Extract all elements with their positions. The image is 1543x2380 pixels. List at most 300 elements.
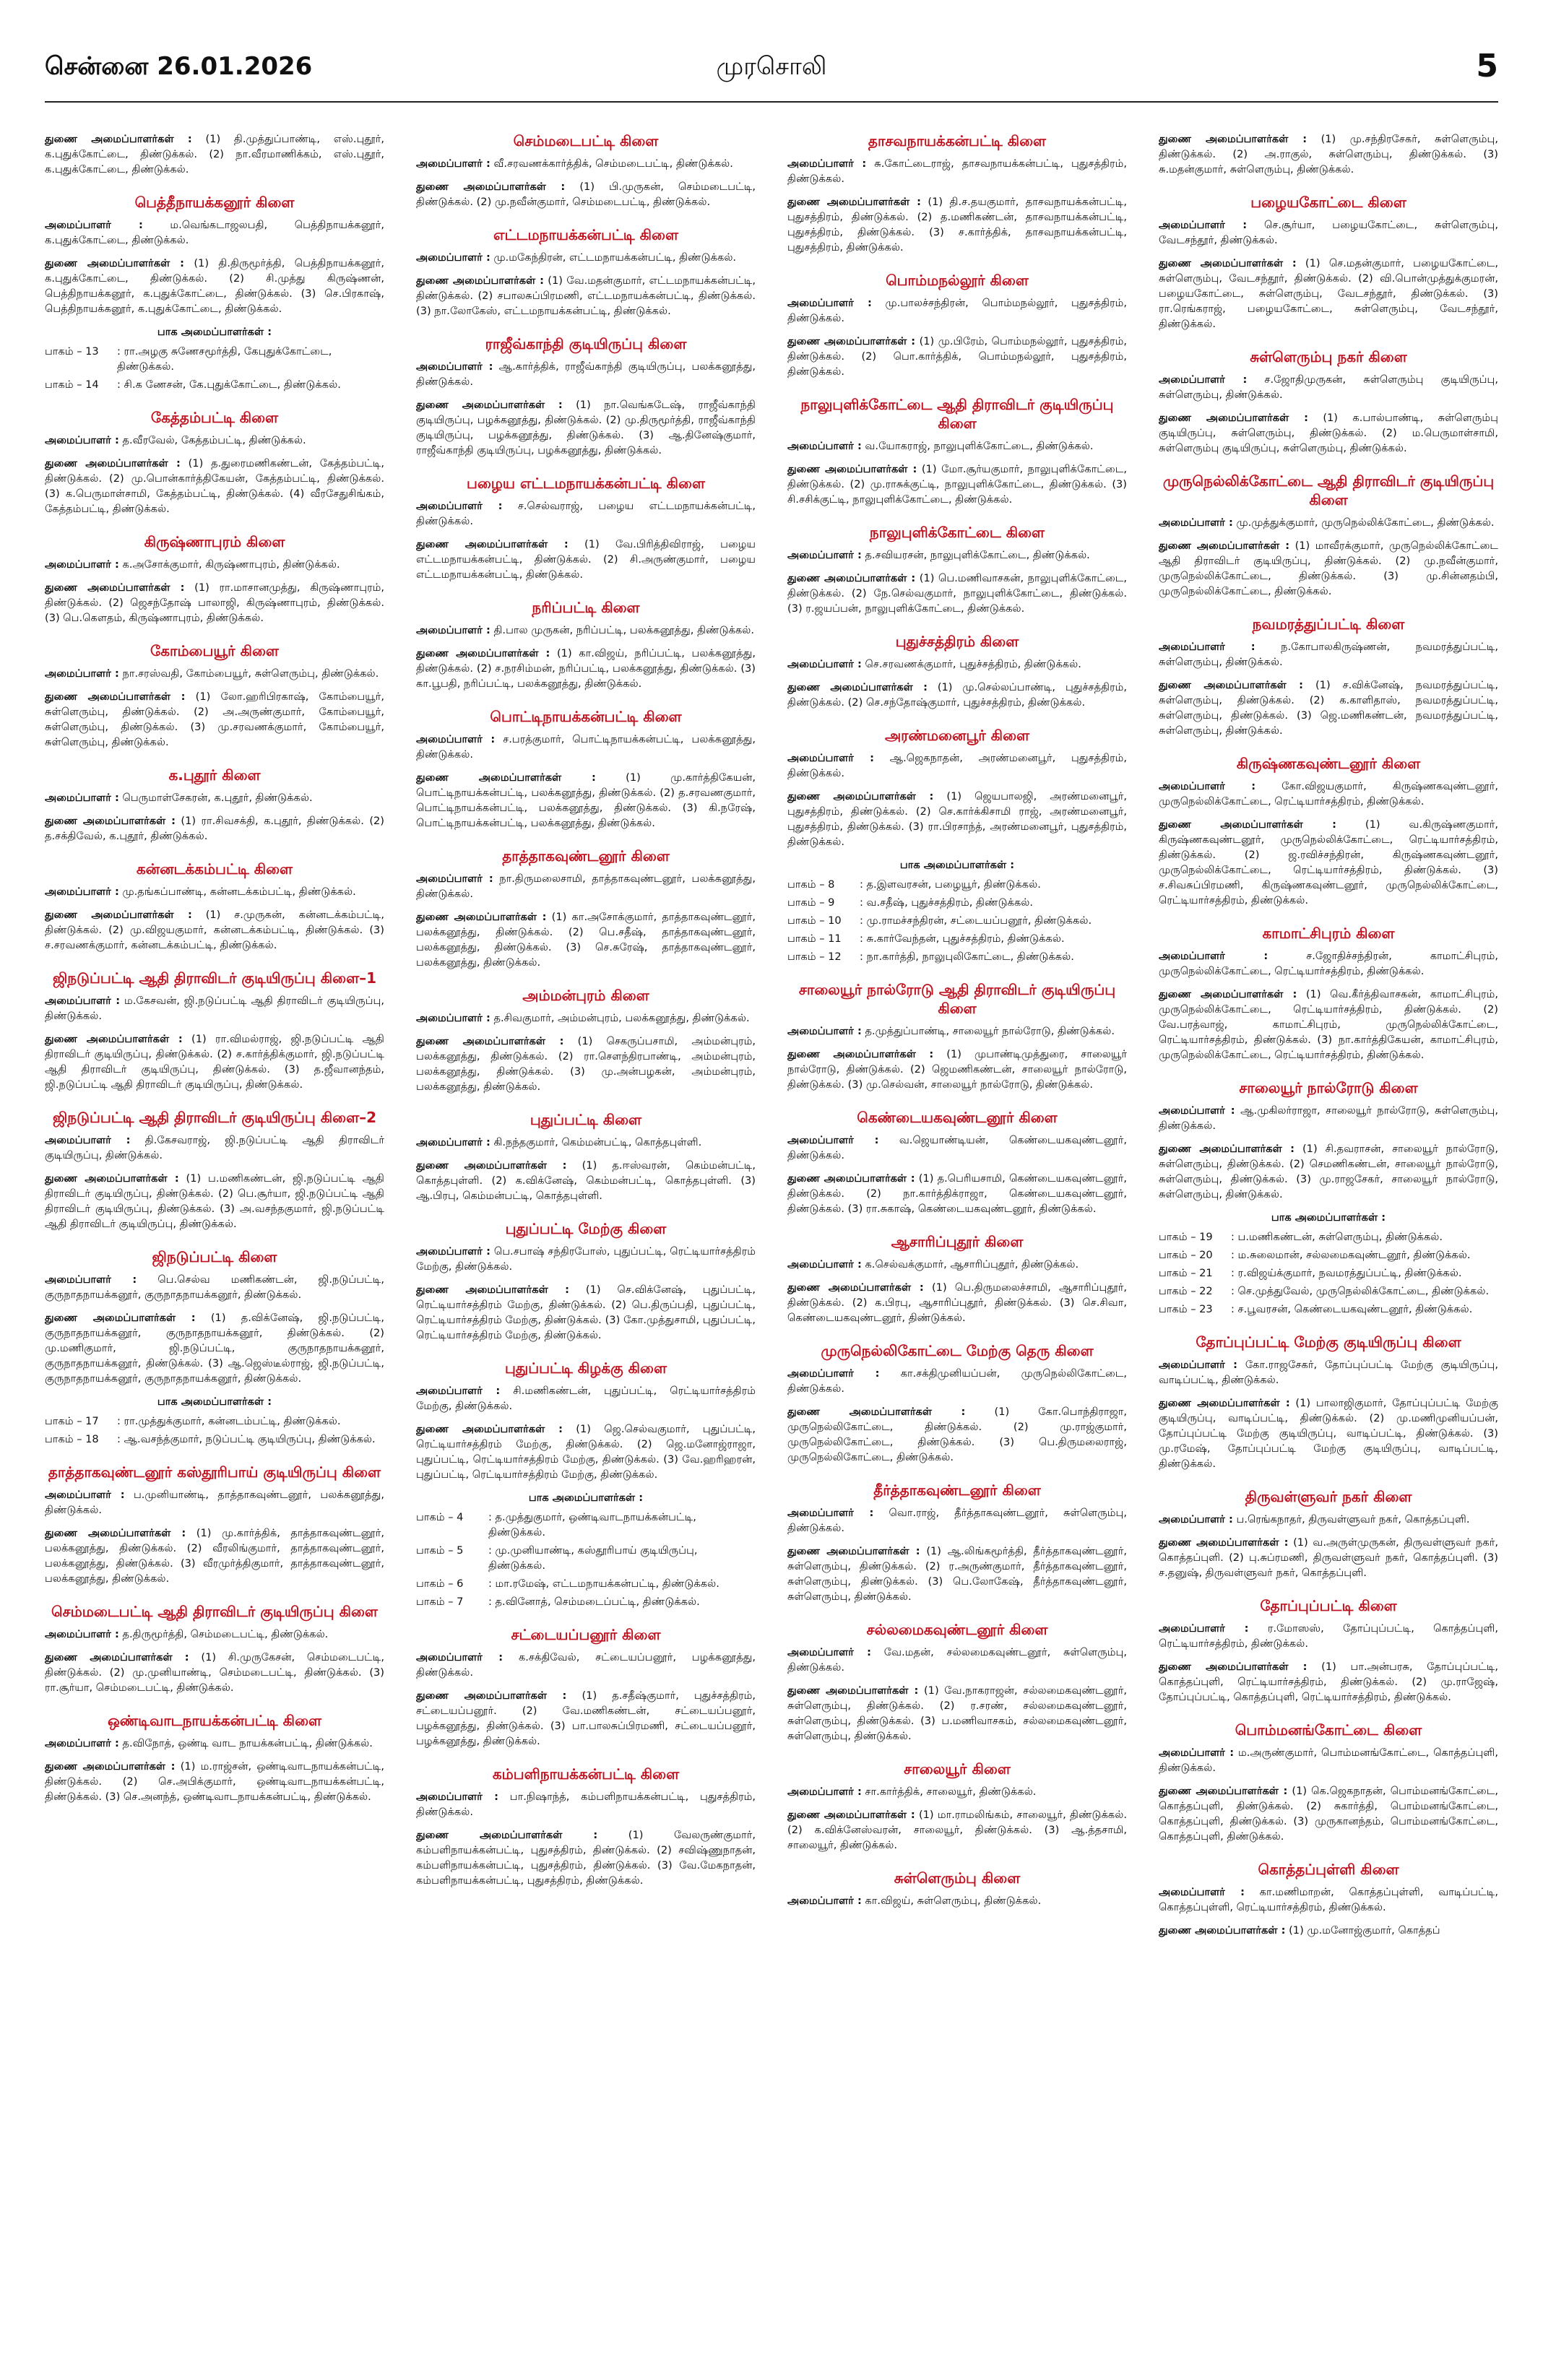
branch-title: புதுப்பட்டி கிளை <box>530 1111 642 1128</box>
member-names: (1) செ.மதன்குமார், பழையகோட்டை, சுள்ளெரும்பு, வேடசந்தூர், திண்டுக்கல். (2) வி.பொன்முத்துக்குமரன், பழையகோட்டை, சுள்ளெரும்பு, வேடசந்தூர், திண்டுக்கல். (3) ரா.ரெங்கராஜ், பழையகோட்டை, சுள்ளெரும்பு, வேடசந்தூர், திண்டுக்கல். <box>1159 257 1498 330</box>
role-label: அமைப்பாளர் : <box>787 297 872 309</box>
member-names: (1) சி.முருகேசன், செம்மடைபட்டி, திண்டுக்கல். (2) மு.முனியாண்டி, செம்மடைபட்டி, திண்டுக்கல். (3) ரா.சூர்யா, செம்மடைபட்டி, திண்டுக்கல். <box>45 1651 384 1694</box>
branch-entry <box>45 666 384 681</box>
role-label: துணை அமைப்பாளர்கள் : <box>416 771 596 784</box>
part-number: பாகம் – 17 <box>45 1415 99 1427</box>
member-names: (1) பாலாஜிகுமார், தோப்புப்பட்டி மேற்கு குடியிருப்பு, வாடிப்பட்டி, திண்டுக்கல். (2) மு.மணிமுனியப்பன், தோப்புப்பட்டி மேற்கு குடியிருப்பு, வாடிப்பட்டி, திண்டுக்கல். (3) மு.ரமேஷ், தோப்புப்பட்டி மேற்கு குடியிருப்பு, வாடிப்பட்டி, திண்டுக்கல். <box>1159 1397 1498 1470</box>
part-organisers-heading: பாக அமைப்பாளர்கள் : <box>899 859 1015 871</box>
branch-title: எட்டமநாயக்கன்பட்டி கிளை <box>493 226 678 243</box>
branch-section <box>1159 1721 1498 1844</box>
part-row <box>1159 1284 1498 1299</box>
branch-title: கன்னடக்கம்பட்டி கிளை <box>136 860 293 878</box>
branch-section <box>45 1711 384 1804</box>
branch-section <box>416 1219 756 1343</box>
branch-entry <box>45 1759 384 1804</box>
member-names: ப.ரெங்கநாதர், திருவள்ளுவர் நகர், கொத்தப்புளி. <box>1236 1513 1470 1526</box>
branch-entry <box>787 462 1127 507</box>
branch-entry <box>787 1784 1127 1799</box>
part-organiser: : ச.பூவரசன், கெண்டையகவுண்டனூர், திண்டுக்கல். <box>1231 1303 1473 1315</box>
branch-entry <box>1159 639 1498 670</box>
member-names: (1) மு.பிரேம், பொம்மநல்லூர், புதுசத்திரம், திண்டுக்கல். (2) பொ.கார்த்திக், பொம்மநல்லூர், புதுசத்திரம், திண்டுக்கல். <box>787 335 1127 378</box>
member-names: த.வீரவேல், கேத்தம்பட்டி, திண்டுக்கல். <box>122 434 306 446</box>
member-names: பெ.சபாஷ் சந்திரபோஸ், புதுப்பட்டி, ரெட்டியார்சத்திரம் மேற்கு, திண்டுக்கல். <box>416 1245 756 1273</box>
branch-title: சுள்ளெரும்பு கிளை <box>894 1869 1021 1887</box>
role-label: துணை அமைப்பாளர்கள் : <box>45 1172 179 1185</box>
member-names: (1) ரா.விமல்ராஜ், ஜி.நடுப்பட்டி ஆதி திராவிடர் குடியிருப்பு, திண்டுக்கல். (2) ச.கார்த்திக்குமார், ஜி.நடுப்பட்டி ஆதி திராவிடர் குடியிருப்பு, திண்டுக்கல். (3) த.ஜீவானந்தம், ஜி.நடுப்பட்டி ஆதி திராவிடர் குடியிருப்பு, திண்டுக்கல். <box>45 1033 384 1091</box>
branch-title: அரண்மனைபூர் கிளை <box>884 727 1030 744</box>
branch-section <box>416 598 756 691</box>
part-organiser: : ஆ.வசந்த்குமார், நடுப்பட்டி குடியிருப்பு, திண்டுக்கல். <box>117 1433 376 1445</box>
branch-entry <box>787 438 1127 454</box>
branch-entry <box>416 732 756 762</box>
branch-entry <box>45 433 384 448</box>
role-label: துணை அமைப்பாளர்கள் : <box>787 1048 934 1060</box>
branch-section <box>1159 347 1498 456</box>
member-names: ம.அருண்குமார், பொம்மனங்கோட்டை, கொத்தப்புளி, திண்டுக்கல். <box>1159 1747 1498 1774</box>
branch-section <box>787 726 1127 964</box>
role-label: அமைப்பாளர் : <box>787 440 862 452</box>
branch-entry <box>1159 538 1498 599</box>
role-label: துணை அமைப்பாளர்கள் : <box>45 1033 183 1045</box>
role-label: அமைப்பாளர் : <box>1159 219 1248 231</box>
branch-section <box>416 334 756 458</box>
branch-title: கேத்தம்பட்டி கிளை <box>150 409 279 426</box>
branch-section <box>1159 1596 1498 1705</box>
role-label: அமைப்பாளர் : <box>416 157 490 170</box>
role-label: துணை அமைப்பாளர்கள் : <box>787 1406 966 1418</box>
part-row <box>787 913 1127 928</box>
member-names: (1) மா.ராமலிங்கம், சாலையூர், திண்டுக்கல். (2) க.விக்னேஸ்வரன், சாலையூர், திண்டுக்கல். (3) ஆ.த்தசாமி, சாலையூர், திண்டுக்கல். <box>787 1809 1127 1851</box>
member-names: (1) ரா.மாசானமுத்து, கிருஷ்ணாபுரம், திண்டுக்கல். (2) ஜெசந்தோஷ் பாலாஜி, கிருஷ்ணாபுரம், திண்டுக்கல். (3) பெ.கௌதம், கிருஷ்ணாபுரம், திண்டுக்கல். <box>45 581 384 624</box>
role-label: துணை அமைப்பாளர்கள் : <box>45 457 181 469</box>
role-label: அமைப்பாளர் : <box>787 1895 862 1907</box>
member-names: பெருமாள்சேகரன், க.புதூர், திண்டுக்கல். <box>122 792 313 804</box>
role-label: துணை அமைப்பாளர்கள் : <box>787 1281 924 1294</box>
branch-entry <box>416 1650 756 1680</box>
role-label: அமைப்பாளர் : <box>1159 1513 1233 1526</box>
part-row <box>1159 1229 1498 1245</box>
branch-entry <box>787 1024 1127 1039</box>
branch-entry <box>416 1421 756 1482</box>
branch-entry <box>787 571 1127 616</box>
branch-section <box>787 271 1127 379</box>
branch-entry <box>45 1272 384 1302</box>
part-organiser: : செ.முத்துவேல், முருநெல்லிக்கோட்டை, திண்டுக்கல். <box>1231 1285 1490 1297</box>
member-names: பா.நிஷாந்த், கம்பளிநாயக்கன்பட்டி, புதுசத்திரம், திண்டுக்கல். <box>416 1791 756 1818</box>
role-label: துணை அமைப்பாளர்கள் : <box>45 133 192 145</box>
branch-title: முருநெல்லிகோட்டை மேற்கு தெரு கிளை <box>821 1342 1094 1359</box>
part-row <box>416 1594 756 1609</box>
branch-entry <box>787 1404 1127 1465</box>
role-label: துணை அமைப்பாளர்கள் : <box>1159 988 1297 1000</box>
member-names: (1) வ.கிருஷ்ணகுமார், கிருஷ்ணகவுண்டனூர், முருநெல்லிக்கோட்டை, ரெட்டியார்சத்திரம், திண்டுக்கல். (2) ஜ.ரவிச்சந்திரன், கிருஷ்ணகவுண்டனூர், முருநெல்லிக்கோட்டை, ரெட்டியார்சத்திரம், திண்டுக்கல். (3) ச.சிவசுப்பிரமணி, கிருஷ்ணகவுண்டனூர், முருநெல்லிக்கோட்டை, ரெட்டியார்சத்திரம், திண்டுக்கல். <box>1159 818 1498 906</box>
branch-entry <box>1159 1395 1498 1471</box>
branch-entry <box>416 909 756 970</box>
member-names: கா.மணிமாறன், கொத்தப்புள்ளி, வாடிப்பட்டி, கொத்தப்புள்ளி, ரெட்டியார்சத்திரம், திண்டுக்கல். <box>1159 1886 1498 1913</box>
member-names: (1) கா.அசோக்குமார், தாத்தாகவுண்டனூர், பலக்கனூத்து, திண்டுக்கல். (2) பெ.சதீஷ், தாத்தாகவுண்டனூர், பலக்கனூத்து, திண்டுக்கல். (3) செ.சுரேஷ், தாத்தாகவுண்டனூர், பலக்கனூத்து, திண்டுக்கல். <box>416 911 756 969</box>
role-label: அமைப்பாளர் : <box>1159 780 1256 792</box>
member-names: (1) ஜெ.செல்வகுமார், புதுப்பட்டி, ரெட்டியார்சத்திரம் மேற்கு, திண்டுக்கல். (2) ஜெ.மனோஜ்ராஜா, புதுப்பட்டி, ரெட்டியார்சத்திரம் மேற்கு, திண்டுக்கல். (3) வே.ஹரிஹரன், புதுப்பட்டி, ரெட்டியார்சத்திரம் மேற்கு, திண்டுக்கல். <box>416 1423 756 1481</box>
branch-entry <box>1159 1745 1498 1775</box>
branch-section <box>787 395 1127 507</box>
role-label: அமைப்பாளர் : <box>1159 1359 1237 1371</box>
role-label: அமைப்பாளர் : <box>787 1786 862 1798</box>
branch-entry <box>1159 1512 1498 1527</box>
column-3 <box>787 131 1127 2356</box>
member-names: மு.மகேந்திரன், எட்டமநாயக்கன்பட்டி, திண்டுக்கல். <box>493 251 737 264</box>
branch-section <box>45 131 384 177</box>
branch-entry <box>1159 948 1498 979</box>
member-names: (1) மு.மனோஜ்குமார், கொத்தப் <box>1289 1924 1440 1937</box>
member-names: ச.செல்வராஜ், பழைய எட்டமநாயக்கன்பட்டி, திண்டுக்கல். <box>416 500 756 527</box>
branch-entry <box>787 1280 1127 1325</box>
branch-entry <box>1159 1103 1498 1133</box>
member-names: (1) பெ.திருமலைச்சாமி, ஆசாரிப்புதூர், திண்டுக்கல். (2) க.பிரபு, ஆசாரிப்புதூர், திண்டுக்கல். (3) செ.சிவா, கெண்டையகவுண்டனூர், திண்டுக்கல். <box>787 1281 1127 1324</box>
part-row <box>1159 1265 1498 1281</box>
branch-title: தாத்தாகவுண்டனூர் கிளை <box>502 847 670 865</box>
part-organiser: : ம.சுலைமான், சல்லமைகவுண்டனூர், திண்டுக்கல். <box>1231 1249 1471 1261</box>
member-names: ர.மோஸஸ், தோப்புப்பட்டி, கொத்தப்புளி, ரெட்டியார்சத்திரம், திண்டுக்கல். <box>1159 1622 1498 1650</box>
branch-section <box>45 969 384 1092</box>
branch-title: சாலையூர் நால்ரோடு ஆதி திராவிடர் குடியிருப்பு கிளை <box>798 981 1116 1017</box>
role-label: அமைப்பாளர் : <box>416 1791 498 1803</box>
role-label: அமைப்பாளர் : <box>416 733 496 745</box>
part-row <box>787 949 1127 964</box>
part-organiser: : சி.க ணேசன், கே.புதுக்கோட்டை, திண்டுக்கல். <box>117 378 341 391</box>
branch-title: ஜிநடுப்பட்டி கிளை <box>152 1248 277 1265</box>
role-label: அமைப்பாளர் : <box>45 1134 131 1146</box>
part-number: பாகம் – 20 <box>1159 1249 1213 1261</box>
branch-entry <box>45 1736 384 1751</box>
member-names: க.செல்வக்குமார், ஆசாரிப்புதூர், திண்டுக்கல். <box>865 1258 1079 1271</box>
role-label: துணை அமைப்பாளர்கள் : <box>45 581 185 594</box>
branch-entry <box>416 1244 756 1274</box>
branch-title: சல்லமைகவுண்டனூர் கிளை <box>866 1621 1048 1638</box>
branch-entry <box>416 1789 756 1819</box>
role-label: அமைப்பாளர் : <box>45 558 119 571</box>
branch-entry <box>787 657 1127 672</box>
branch-entry <box>416 1688 756 1749</box>
part-organiser: : ர.விஜய்க்குமார், நவமரத்துப்பட்டி, திண்டுக்கல். <box>1231 1267 1462 1279</box>
role-label: துணை அமைப்பாளர்கள் : <box>416 181 566 193</box>
member-names: ம.கேசவன், ஜி.நடுப்பட்டி ஆதி திராவிடர் குடியிருப்பு, திண்டுக்கல். <box>45 995 384 1022</box>
role-label: துணை அமைப்பாளர்கள் : <box>787 1172 915 1185</box>
part-organiser: : நா.கார்த்தி, நாலுபுலிகோட்டை, திண்டுக்கல். <box>860 951 1074 963</box>
branch-title: ஒண்டிவாடநாயக்கன்பட்டி கிளை <box>107 1712 322 1729</box>
branch-title: கிருஷ்ணாபுரம் கிளை <box>144 533 285 550</box>
member-names: (1) மோ.சூர்யகுமார், நாலுபுளிக்கோட்டை, திண்டுக்கல். (2) மு.ராசுக்குட்டி, நாலுபுளிக்கோட்டை, திண்டுக்கல். (3) சி.சசிக்குட்டி, நாலுபுளிக்கோட்டை, திண்டுக்கல். <box>787 463 1127 506</box>
branch-title: பொட்டிநாயக்கன்பட்டி கிளை <box>490 708 682 725</box>
branch-section <box>416 1359 756 1609</box>
role-label: அமைப்பாளர் : <box>787 1258 862 1271</box>
member-names: சு.கோட்டைராஜ், தாசவநாயக்கன்பட்டி, புதுசத்திரம், திண்டுக்கல். <box>787 157 1127 185</box>
member-names: (1) த.சதீஷ்குமார், புதுச்சத்திரம், சட்டையப்பனூர். (2) வே.மணிகண்டன், சட்டையப்பனூர், பழக்கனூத்து, திண்டுக்கல். (3) பா.பாலசுப்பிரமணி, சட்டையப்பனூர், பழக்கனூத்து, திண்டுக்கல். <box>416 1689 756 1747</box>
member-names: (1) தி.முத்துப்பாண்டி, எஸ்.புதூர், க.புதுக்கோட்டை, திண்டுக்கல். (2) நா.வீரமாணிக்கம், எஸ்.புதூர், க.புதுக்கோட்டை, திண்டுக்கல். <box>45 133 384 176</box>
part-organiser: : த.வினோத், செம்மடைப்பட்டி, திண்டுக்கல். <box>488 1596 700 1608</box>
branch-entry <box>787 680 1127 710</box>
branch-entry <box>1159 256 1498 332</box>
member-names: (1) லோ.ஹரிபிரகாஷ், கோம்பையூர், சுள்ளெரும்பு, திண்டுக்கல். (2) அ.அருண்குமார், கோம்பையூர், சுள்ளெரும்பு, திண்டுக்கல். (3) மு.சரவணக்குமார், கோம்பையூர், சுள்ளெரும்பு, திண்டுக்கல். <box>45 691 384 748</box>
role-label: அமைப்பாளர் : <box>787 1367 880 1380</box>
branch-title: தோப்புப்பட்டி கிளை <box>1260 1597 1397 1614</box>
role-label: துணை அமைப்பாளர்கள் : <box>787 335 916 347</box>
branch-section <box>45 641 384 750</box>
part-row <box>1159 1302 1498 1317</box>
branch-entry <box>45 1487 384 1518</box>
part-number: பாகம் – 22 <box>1159 1285 1213 1297</box>
role-label: துணை அமைப்பாளர்கள் : <box>1159 679 1304 691</box>
role-label: அமைப்பாளர் : <box>1159 1747 1235 1759</box>
branch-entry <box>787 194 1127 255</box>
branch-title: செம்மடைபட்டி கிளை <box>513 132 659 150</box>
part-number: பாகம் – 8 <box>787 878 835 891</box>
branch-entry <box>45 557 384 572</box>
role-label: துணை அமைப்பாளர்கள் : <box>45 815 176 827</box>
branch-entry <box>45 1310 384 1386</box>
branch-section <box>45 1602 384 1695</box>
member-names: (1) செகருப்பசாமி, அம்மன்புரம், பலக்கனூத்து, திண்டுக்கல். (2) ரா.செளந்திரபாண்டி, அம்மன்புரம், பலக்கனூத்து, திண்டுக்கல். (3) மு.அன்பழகன், அம்மன்புரம், பலக்கனூத்து, திண்டுக்கல். <box>416 1035 756 1093</box>
member-names: ஆ.கார்த்திக், ராஜீவ்காந்தி குடியிருப்பு, பலக்கனூத்து, திண்டுக்கல். <box>416 360 756 388</box>
branch-entry <box>45 813 384 844</box>
branch-section <box>416 986 756 1094</box>
member-names: (1) த.பெரியசாமி, கெண்டையகவுண்டனூர், திண்டுக்கல். (2) நா.கார்த்திக்ராஜா, கெண்டையகவுண்டனூர், திண்டுக்கல். (3) ரா.சுகாஷ், கெண்டையகவுண்டனூர், திண்டுக்கல். <box>787 1172 1127 1215</box>
branch-title: பழைய எட்டமநாயக்கன்பட்டி கிளை <box>467 475 705 492</box>
branch-title: பொம்மனங்கோட்டை கிளை <box>1235 1721 1422 1739</box>
branch-entry <box>787 1257 1127 1272</box>
branch-section <box>416 707 756 831</box>
branch-entry <box>787 1366 1127 1396</box>
role-label: துணை அமைப்பாளர்கள் : <box>787 1809 915 1821</box>
branch-title: காமாட்சிபுரம் கிளை <box>1262 925 1395 942</box>
member-names: கி.நந்தகுமார், கெம்மன்பட்டி, கொத்தபுள்ளி. <box>493 1136 702 1148</box>
part-organisers-heading: பாக அமைப்பாளர்கள் : <box>528 1492 644 1504</box>
role-label: துணை அமைப்பாளர்கள் : <box>1159 412 1308 424</box>
branch-section <box>1159 131 1498 177</box>
branch-section <box>1159 193 1498 332</box>
member-names: (1) வெ.கீர்த்திவாசகன், காமாட்சிபுரம், முருநெல்லிக்கோட்டை, ரெட்டியார்சத்திரம், திண்டுக்கல். (2) வே.பரத்வாஜ், காமாட்சிபுரம், முருநெல்லிக்கோட்டை, ரெட்டியார்சத்திரம், திண்டுக்கல். (3) நா.கார்த்திகேயன், காமாட்சிபுரம், முருநெல்லிக்கோட்டை, ரெட்டியார்சத்திரம், திண்டுக்கல். <box>1159 988 1498 1061</box>
branch-section <box>787 523 1127 616</box>
part-number: பாகம் – 7 <box>416 1596 464 1608</box>
branch-section <box>787 632 1127 710</box>
branch-entry <box>1159 1783 1498 1844</box>
branch-section <box>1159 924 1498 1063</box>
branch-title: சுள்ளெரும்பு நகர் கிளை <box>1250 348 1407 365</box>
branch-section <box>416 847 756 970</box>
member-names: (1) வ.அருள்முருகன், திருவள்ளுவர் நகர், கொத்தப்புளி. (2) பு.சுப்ரமணி, திருவள்ளுவர் நகர், கொத்தப்புளி. (3) ச.தனுஷ், திருவள்ளுவர் நகர், கொத்தப்புளி. <box>1159 1536 1498 1579</box>
branch-entry <box>45 907 384 953</box>
branch-entry <box>45 1650 384 1695</box>
role-label: அமைப்பாளர் : <box>45 667 119 680</box>
branch-title: சாலையூர் நால்ரோடு கிளை <box>1239 1079 1418 1096</box>
branch-entry <box>45 1171 384 1232</box>
role-label: அமைப்பாளர் : <box>416 624 490 636</box>
part-organiser: : மு.ராமச்சந்திரன், சட்டையப்பனூர், திண்டுக்கல். <box>860 914 1092 927</box>
branch-title: தீர்த்தாகவுண்டனூர் கிளை <box>873 1481 1041 1499</box>
role-label: துணை அமைப்பாளர்கள் : <box>416 1423 563 1435</box>
branch-entry <box>416 537 756 582</box>
member-names: (1) ஜெயபாலஜி, அரண்மனைபூர், புதுசத்திரம், திண்டுக்கல். (2) செ.கார்க்கிசாமி ராஜ், அரண்மனைபூர், புதுசத்திரம், திண்டுக்கல். (3) ரா.பிரசாந்த், அரண்மனைபூர், புதுசத்திரம், திண்டுக்கல். <box>787 790 1127 848</box>
role-label: துணை அமைப்பாளர்கள் : <box>416 1159 567 1172</box>
member-names: த.சிவகுமார், அம்மன்புரம், பலக்கனூத்து, திண்டுக்கல். <box>493 1012 750 1024</box>
role-label: அமைப்பாளர் : <box>416 1245 491 1258</box>
branch-title: ராஜீவ்காந்தி குடியிருப்பு கிளை <box>485 335 687 352</box>
branch-entry <box>45 131 384 177</box>
branch-entry <box>45 1133 384 1163</box>
branch-section <box>787 1869 1127 1908</box>
member-names: (1) பி.முருகன், செம்மடைபட்டி, திண்டுக்கல். (2) மு.நவீன்குமார், செம்மடைபட்டி, திண்டுக்கல். <box>416 181 756 208</box>
part-number: பாகம் – 11 <box>787 932 842 945</box>
branch-entry <box>416 250 756 265</box>
branch-entry <box>1159 1659 1498 1705</box>
branch-entry <box>787 156 1127 186</box>
role-label: அமைப்பாளர் : <box>416 251 490 264</box>
branch-title: சாலையூர் கிளை <box>904 1760 1011 1778</box>
branch-entry <box>416 646 756 691</box>
branch-section <box>787 1232 1127 1325</box>
member-names: வ.ஜெயாண்டியன், கெண்டையகவுண்டனூர், திண்டுக்கல். <box>787 1134 1127 1161</box>
member-names: (1) மு.சந்திரசேகர், சுள்ளெரும்பு, திண்டுக்கல். (2) அ.ராகுல், சுள்ளெரும்பு, திண்டுக்கல். (3) சு.மதன்குமார், சுள்ளெரும்பு, திண்டுக்கல். <box>1159 133 1498 176</box>
branch-entry <box>1159 817 1498 908</box>
branch-title: முருநெல்லிக்கோட்டை ஆதி திராவிடர் குடியிருப்பு கிளை <box>1162 472 1495 509</box>
part-number: பாகம் – 5 <box>416 1544 464 1557</box>
member-names: ம.வெங்கடாஜலபதி, பெத்திநாயக்கனூர், க.புதுக்கோட்டை, திண்டுக்கல். <box>45 219 384 246</box>
role-label: அமைப்பாளர் : <box>787 549 862 561</box>
role-label: துணை அமைப்பாளர்கள் : <box>1159 1536 1289 1549</box>
member-names: வொ.ராஜ், தீர்த்தாகவுண்டனூர், சுள்ளெரும்பு, திண்டுக்கல். <box>787 1507 1127 1534</box>
role-label: துணை அமைப்பாளர்கள் : <box>1159 540 1290 552</box>
branch-entry <box>45 689 384 750</box>
member-names: ஆ.ஜெகநாதன், அரண்மனைபூர், புதுசத்திரம், திண்டுக்கல். <box>787 752 1127 779</box>
role-label: அமைப்பாளர் : <box>1159 1622 1249 1635</box>
role-label: அமைப்பாளர் : <box>1159 516 1233 529</box>
role-label: துணை அமைப்பாளர்கள் : <box>1159 1924 1286 1937</box>
member-names: கா.விஜய், சுள்ளெரும்பு, திண்டுக்கல். <box>865 1895 1042 1907</box>
part-organiser: : ரா.முத்துக்குமார், கன்னடம்பட்டி, திண்டுக்கல். <box>117 1415 341 1427</box>
branch-entry <box>45 790 384 805</box>
branch-entry <box>416 397 756 458</box>
part-row <box>416 1543 756 1573</box>
branch-entry <box>787 334 1127 379</box>
branch-entry <box>416 1282 756 1343</box>
branch-section <box>787 131 1127 255</box>
role-label: அமைப்பாளர் : <box>416 500 503 512</box>
branch-section <box>787 1620 1127 1744</box>
branch-entry <box>787 1683 1127 1744</box>
branch-entry <box>45 993 384 1024</box>
branch-section <box>1159 1078 1498 1317</box>
branch-title: நவமரத்துப்பட்டி கிளை <box>1252 615 1405 633</box>
member-names: (1) ம.ராஜ்சன், ஒண்டிவாடநாயக்கன்பட்டி, திண்டுக்கல். (2) செ.அபிக்குமார், ஒண்டிவாடநாயக்கன்பட்டி, திண்டுக்கல். (3) செ.அனந்த், ஒண்டிவாடநாயக்கன்பட்டி, திண்டுக்கல். <box>45 1760 384 1803</box>
part-row <box>1159 1247 1498 1263</box>
role-label: துணை அமைப்பாளர்கள் : <box>1159 818 1336 831</box>
role-label: துணை அமைப்பாளர்கள் : <box>45 1760 176 1773</box>
column-2 <box>416 131 756 2356</box>
role-label: அமைப்பாளர் : <box>45 1628 119 1640</box>
branch-title: ஜிநடுப்பட்டி ஆதி திராவிடர் குடியிருப்பு கிளை–2 <box>52 1109 377 1126</box>
part-row <box>416 1576 756 1591</box>
role-label: துணை அமைப்பாளர்கள் : <box>416 1035 564 1047</box>
branch-entry <box>1159 987 1498 1063</box>
branch-entry <box>416 1034 756 1094</box>
role-label: அமைப்பாளர் : <box>45 219 143 231</box>
role-label: அமைப்பாளர் : <box>416 873 493 885</box>
member-names: (1) சி.தவராசன், சாலையூர் நால்ரோடு, சுள்ளெரும்பு, திண்டுக்கல். (2) செமணிகண்டன், சாலையூர் நால்ரோடு, சுள்ளெரும்பு, திண்டுக்கல். (3) மு.ராஜசேகர், சாலையூர் நால்ரோடு, சுள்ளெரும்பு, திண்டுக்கல். <box>1159 1143 1498 1200</box>
role-label: துணை அமைப்பாளர்கள் : <box>416 911 547 923</box>
part-organiser: : ப.மணிகண்டன், சுள்ளெரும்பு, திண்டுக்கல். <box>1231 1231 1443 1243</box>
branch-section <box>1159 1487 1498 1580</box>
branch-title: க.புதூர் கிளை <box>168 766 261 784</box>
part-row <box>45 377 384 392</box>
branch-entry <box>1159 1884 1498 1915</box>
branch-entry <box>45 217 384 248</box>
member-names: (1) வே.பிரித்திவிராஜ், பழைய எட்டமநாயக்கன்பட்டி, திண்டுக்கல். (2) சி.அருண்குமார், பழைய எட்டமநாயக்கன்பட்டி, திண்டுக்கல். <box>416 538 756 581</box>
member-names: வே.மதன், சல்லமைகவுண்டனூர், சுள்ளெரும்பு, திண்டுக்கல். <box>787 1646 1127 1674</box>
branch-entry <box>416 359 756 389</box>
role-label: துணை அமைப்பாளர்கள் : <box>45 1651 189 1663</box>
part-number: பாகம் – 21 <box>1159 1267 1213 1279</box>
part-number: பாகம் – 19 <box>1159 1231 1213 1243</box>
branch-entry <box>416 1011 756 1026</box>
role-label: அமைப்பாளர் : <box>787 1134 879 1146</box>
branch-title: ஆசாரிப்புதூர் கிளை <box>891 1233 1024 1250</box>
page-header <box>45 48 1498 92</box>
member-names: (1) பா.அன்பரசு, தோப்புப்பட்டி, கொத்தப்புளி, ரெட்டியார்சத்திரம், திண்டுக்கல். (2) மு.ராஜேஷ், தோப்புப்பட்டி, கொத்தப்புளி, ரெட்டியார்சத்திரம், திண்டுக்கல். <box>1159 1661 1498 1703</box>
branch-section <box>45 860 384 953</box>
member-names: கோ.விஜயகுமார், கிருஷ்ணகவுண்டனூர், முருநெல்லிக்கோட்டை, ரெட்டியார்சத்திரம், திண்டுக்கல். <box>1159 780 1498 808</box>
branch-entry <box>416 273 756 319</box>
role-label: அமைப்பாளர் : <box>787 1646 871 1658</box>
branch-entry <box>1159 678 1498 738</box>
branch-entry <box>45 1627 384 1642</box>
part-row <box>45 344 384 374</box>
branch-section <box>787 980 1127 1092</box>
role-label: துணை அமைப்பாளர்கள் : <box>1159 257 1297 269</box>
part-row <box>787 877 1127 892</box>
branch-entry <box>1159 1923 1498 1938</box>
branch-section <box>45 408 384 516</box>
part-number: பாகம் – 6 <box>416 1578 464 1590</box>
branch-entry <box>1159 1535 1498 1580</box>
branch-title: நாலுபுளிக்கோட்டை கிளை <box>869 524 1045 541</box>
role-label: துணை அமைப்பாளர்கள் : <box>1159 1661 1308 1673</box>
role-label: துணை அமைப்பாளர்கள் : <box>787 572 916 584</box>
part-number: பாகம் – 23 <box>1159 1303 1213 1315</box>
role-label: அமைப்பாளர் : <box>416 360 493 373</box>
branch-section <box>416 1110 756 1203</box>
member-names: ச.ஜோதிச்சந்திரன், காமாட்சிபுரம், முருநெல்லிக்கோட்டை, ரெட்டியார்சத்திரம், திண்டுக்கல். <box>1159 950 1498 977</box>
branch-entry <box>787 1544 1127 1604</box>
member-names: (1) மாவீரக்குமார், முருநெல்லிக்கோட்டை ஆதி திராவிடர் குடியிருப்பு, திண்டுக்கல். (2) மு.நவீன்குமார், முருநெல்லிக்கோட்டை, திண்டுக்கல். (3) மு.சின்னதம்பி, முருநெல்லிக்கோட்டை, திண்டுக்கல். <box>1159 540 1498 597</box>
part-organiser: : மு.முனியாண்டி, கஸ்தூரிபாய் குடியிருப்பு, திண்டுக்கல். <box>488 1544 698 1572</box>
member-names: (1) வேலருண்குமார், கம்பளிநாயக்கன்பட்டி, புதுசத்திரம், திண்டுக்கல். (2) சவிஷ்ணுநாதன், கம்பளிநாயக்கன்பட்டி, புதுசத்திரம், திண்டுக்கல். (3) வே.மேகநாதன், கம்பளிநாயக்கன்பட்டி, புதுசத்திரம், திண்டுக்கல். <box>416 1829 756 1887</box>
member-names: பெ.செல்வ மணிகண்டன், ஜி.நடுப்பட்டி, குருநாதநாயக்கனூர், குருநாதநாயக்கனூர், திண்டுக்கல். <box>45 1273 384 1301</box>
role-label: துணை அமைப்பாளர்கள் : <box>416 1689 567 1702</box>
branch-entry <box>787 1047 1127 1092</box>
part-organiser: : த.முத்துகுமார், ஒண்டிவாடநாயக்கன்பட்டி, திண்டுக்கல். <box>488 1511 696 1539</box>
role-label: துணை அமைப்பாளர்கள் : <box>1159 133 1308 145</box>
branch-entry <box>416 1383 756 1414</box>
branch-entry <box>416 871 756 901</box>
role-label: துணை அமைப்பாளர்கள் : <box>45 1312 196 1324</box>
role-label: அமைப்பாளர் : <box>416 1385 501 1397</box>
member-names: (1) தி.திருமூர்த்தி, பெத்திநாயக்கனூர், க.புதுக்கோட்டை, திண்டுக்கல். (2) சி.முத்து கிருஷ்ணன், பெத்திநாயக்கனூர், க.புதுக்கோட்டை, திண்டுக்கல். (3) செ.பிரகாஷ், பெத்திநாயக்கனூர், க.புதுக்கோட்டை, திண்டுக்கல். <box>45 257 384 315</box>
branch-entry <box>1159 1621 1498 1651</box>
branch-entry <box>416 623 756 638</box>
role-label: அமைப்பாளர் : <box>45 886 119 898</box>
part-organiser: : த.இளவரசன், பழையூர், திண்டுக்கல். <box>860 878 1041 891</box>
member-names: செ.சரவணக்குமார், புதுச்சத்திரம், திண்டுக்கல். <box>865 658 1081 670</box>
branch-entry <box>45 456 384 516</box>
